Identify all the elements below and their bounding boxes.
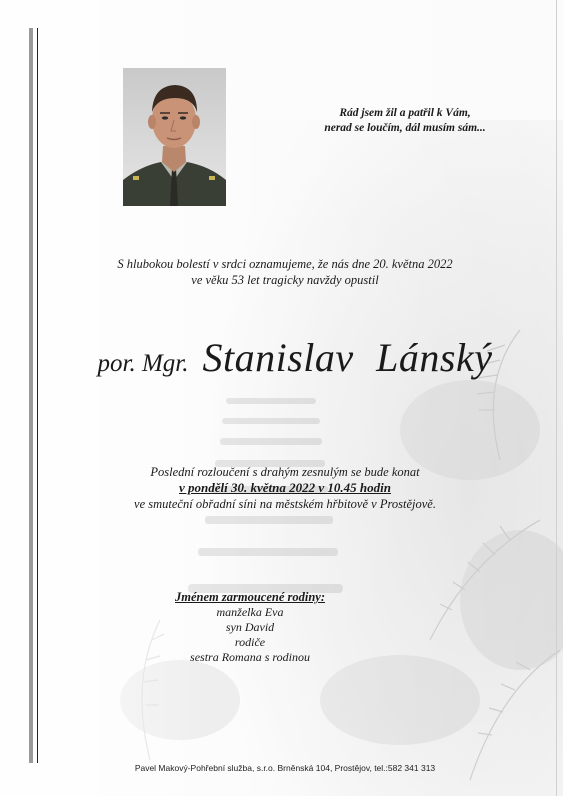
- family-list: [130, 590, 370, 665]
- deceased-name-line: [60, 333, 530, 392]
- memorial-verse: [300, 106, 510, 136]
- family-member: manželka Eva: [216, 605, 284, 619]
- funeral-details: [60, 464, 510, 512]
- left-border-thin: [37, 28, 38, 763]
- announcement-line-1: S hlubokou bolestí v srdci oznamujeme, že nás dne 20. května 2022: [117, 257, 453, 271]
- funeral-date-time: v pondělí 30. května 2022 v 10.45 hodin: [179, 480, 391, 495]
- death-announcement: [60, 256, 510, 288]
- family-member: syn David: [225, 620, 275, 634]
- farewell-line-1: Poslední rozloučení s drahým zesnulým se bude konat: [150, 465, 420, 479]
- family-member: sestra Romana s rodinou: [190, 650, 310, 664]
- portrait-photo: [123, 68, 226, 206]
- deceased-title: por. Mgr.: [97, 350, 189, 377]
- left-border-thick: [29, 28, 33, 763]
- deceased-name: Stanislav Lánský: [202, 335, 493, 380]
- verse-line-1: Rád jsem žil a patřil k Vám,: [339, 107, 471, 119]
- family-member: rodiče: [234, 635, 266, 649]
- announcement-line-2: ve věku 53 let tragicky navždy opustil: [191, 273, 379, 287]
- family-heading: Jménem zarmoucené rodiny:: [175, 590, 325, 604]
- verse-line-2: nerad se loučím, dál musím sám...: [324, 122, 486, 134]
- funeral-service-footer: Pavel Makový-Pohřební služba, s.r.o. Brněnská 104, Prostějov, tel.:582 341 313: [134, 763, 436, 773]
- right-edge: [556, 0, 557, 796]
- farewell-location: ve smuteční obřadní síni na městském hřbitově v Prostějově.: [134, 497, 436, 511]
